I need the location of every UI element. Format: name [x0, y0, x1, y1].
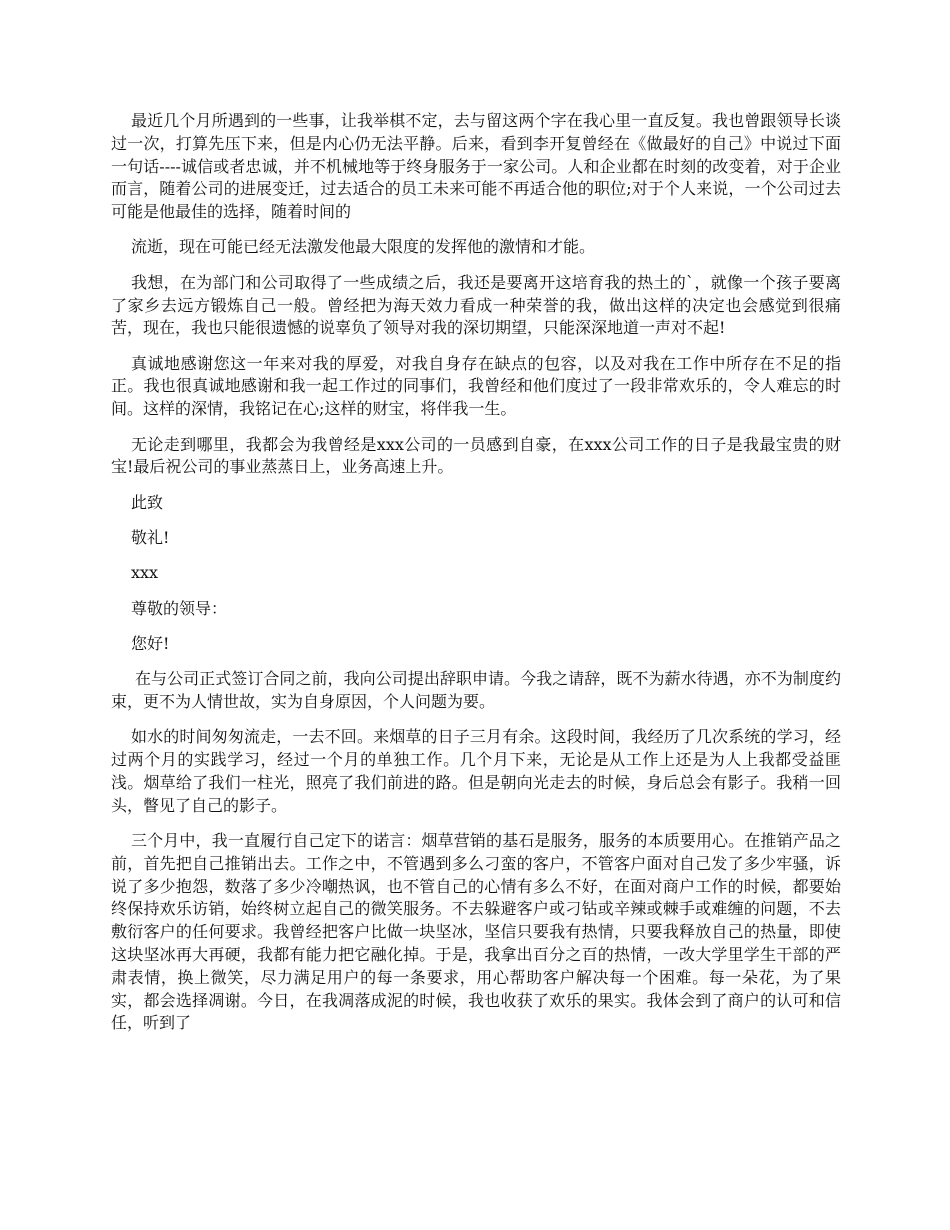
paragraph-1: 最近几个月所遇到的一些事，让我举棋不定，去与留这两个字在我心里一直反复。我也曾跟领导长谈过一次，打算先压下来，但是内心仍无法平静。后来，看到李开复曾经在《做最好的自己》中说过下面一句话----诚信或者忠诚，并不机械地等于终身服务于一家公司。人和企业都在时刻的改变着，对于企业而言，随着公司的进展变迁，过去适合的员工未来可能不再适合他的职位;对于个人来说，一个公司过去可能是他最佳的选择，随着时间的 — [111, 111, 841, 222]
document-body — [111, 110, 841, 1048]
paragraph-3: 我想，在为部门和公司取得了一些成绩之后，我还是要离开这培育我的热土的`，就像一个孩子要离了家乡去远方锻炼自己一般。曾经把为海天效力看成一种荣誉的我，做出这样的决定也会感觉到很痛苦，现在，我也只能很遗憾的说辜负了领导对我的深切期望，只能深深地道一声对不起! — [111, 272, 841, 338]
paragraph-4: 真诚地感谢您这一年来对我的厚爱，对我自身存在缺点的包容，以及对我在工作中所存在不足的指正。我也很真诚地感谢和我一起工作过的同事们，我曾经和他们度过了一段非常欢乐的，令人难忘的时间。这样的深情，我铭记在心;这样的财宝，将伴我一生。 — [111, 353, 841, 419]
paragraph-promise: 三个月中，我一直履行自己定下的诺言：烟草营销的基石是服务，服务的本质要用心。在推销产品之前，首先把自己推销出去。工作之中，不管遇到多么刁蛮的客户，不管客户面对自己发了多少牢骚，诉说了多少抱怨，数落了多少冷嘲热讽，也不管自己的心情有多么不好，在面对商户工作的时候，都要始终保持欢乐访销，始终树立起自己的微笑服务。不去躲避客户或刁钻或辛辣或棘手或难缠的问题，不去敷衍客户的任何要求。我曾经把客户比做一块坚冰，坚信只要我有热情，只要我释放自己的热量，即使这块坚冰再大再硬，我都有能力把它融化掉。于是，我拿出百分之百的热情，一改大学里学生干部的严肃表情，换上微笑，尽力满足用户的每一条要求，用心帮助客户解决每一个困难。每一朵花，为了果实，都会选择凋谢。今日，在我凋落成泥的时候，我也收获了欢乐的果实。我体会到了商户的认可和信任，听到了 — [111, 830, 841, 1033]
signature: xxx — [131, 563, 159, 583]
paragraph-time: 如水的时间匆匆流走，一去不回。来烟草的日子三月有余。这段时间，我经历了几次系统的学习，经过两个月的实践学习，经过一个月的单独工作。几个月下来，无论是从工作上还是为人上我都受益匪浅。烟草给了我们一柱光，照亮了我们前进的路。但是朝向光走去的时候，身后总会有影子。我稍一回头，瞥见了自己的影子。 — [111, 727, 841, 815]
greeting-addressee: 尊敬的领导： — [131, 598, 228, 618]
paragraph-resignation: 在与公司正式签订合同之前，我向公司提出辞职申请。今我之请辞，既不为薪水待遇，亦不为制度约束，更不为人情世故，实为自身原因，个人问题为要。 — [111, 669, 841, 711]
paragraph-2: 流逝，现在可能已经无法激发他最大限度的发挥他的激情和才能。 — [131, 237, 596, 257]
closing-salutation: 此致 — [131, 492, 164, 512]
closing-regards: 敬礼! — [131, 527, 170, 547]
paragraph-5: 无论走到哪里，我都会为我曾经是xxx公司的一员感到自豪，在xxx公司工作的日子是我最宝贵的财宝!最后祝公司的事业蒸蒸日上，业务高速上升。 — [111, 434, 841, 477]
greeting-hello: 您好! — [131, 633, 170, 653]
